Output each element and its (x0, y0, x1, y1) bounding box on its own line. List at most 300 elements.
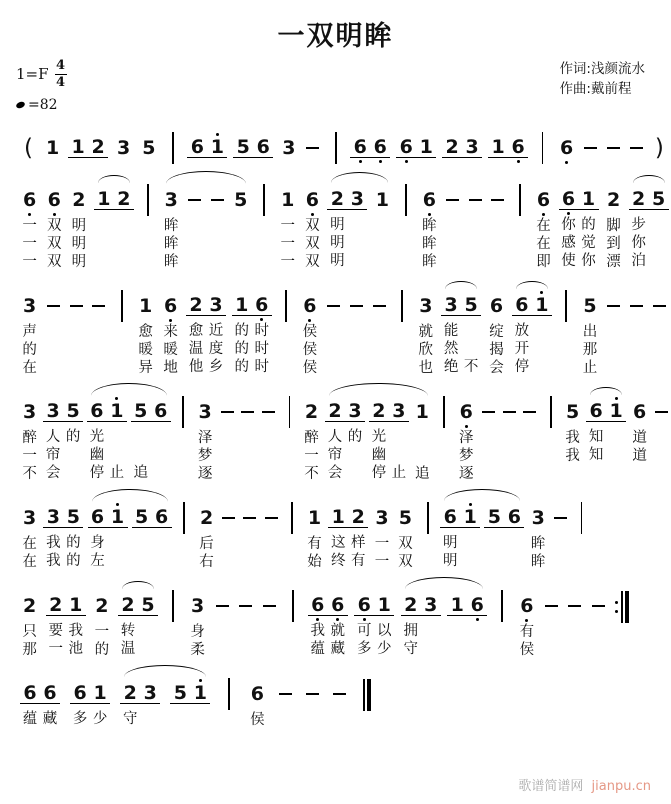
dash-stroke (92, 305, 105, 307)
lyric: 侯 (302, 360, 318, 377)
octave-dot-icon (525, 619, 528, 622)
lyric: 的 (66, 535, 81, 552)
note-cell (120, 677, 140, 728)
lyric: 的 (581, 217, 596, 234)
beam-group (132, 501, 172, 570)
note-digit: 2 (186, 295, 206, 316)
slur-arc (444, 489, 520, 501)
lyric: 眸 (164, 218, 179, 235)
note-cell (20, 501, 39, 571)
note-digit: 2 (304, 401, 319, 424)
dash-note (582, 131, 599, 149)
note-digit: 1 (207, 137, 227, 158)
note-digit: 2 (72, 189, 86, 212)
note-digit: 1 (460, 507, 480, 528)
barline-stroke (501, 590, 503, 622)
beam-group (187, 131, 227, 164)
note-digit: 6 (23, 189, 37, 212)
note-digit: 2 (46, 595, 66, 616)
note-digit: 5 (484, 507, 504, 528)
barline-stroke (263, 184, 265, 216)
octave-dot-below-slot (207, 158, 227, 164)
lyric: 柔 (190, 642, 205, 659)
lyric: 乡 (208, 359, 224, 376)
lyric: 一 (304, 448, 319, 465)
octave-dot-icon (308, 319, 311, 322)
lyric: 在 (536, 236, 551, 253)
dash-note (552, 501, 569, 519)
dash-note (214, 589, 231, 607)
lyric: 明 (330, 253, 345, 270)
note-cell (90, 677, 110, 728)
system-2 (20, 277, 671, 377)
beam-group (488, 131, 528, 164)
note-digit: 6 (152, 507, 172, 528)
dash-note (444, 183, 461, 201)
dash-stroke (211, 199, 224, 201)
beam-group (369, 395, 409, 482)
note-digit: 2 (325, 401, 345, 422)
note-cell (300, 289, 319, 377)
beam-group (328, 501, 368, 570)
note-cell (131, 395, 151, 482)
note-digit: 1 (232, 295, 252, 316)
note-cell (40, 677, 60, 728)
note-digit: 3 (198, 401, 212, 424)
dash-stroke (241, 411, 254, 413)
barline (284, 589, 301, 622)
lyric: 明 (443, 553, 458, 570)
note-digit: 1 (90, 683, 110, 704)
lyric: 可 (356, 623, 372, 640)
note-digit: 6 (303, 295, 317, 318)
note-digit: 6 (308, 595, 328, 616)
note-digit: 1 (606, 401, 626, 422)
slur-arc (516, 281, 548, 289)
note-digit: 6 (467, 595, 487, 616)
note-cell (170, 677, 190, 728)
note-digit: 2 (95, 595, 109, 618)
lyric: 时 (254, 341, 269, 358)
octave-dot-below-slot (140, 704, 160, 710)
time-top: 4 (56, 58, 66, 73)
note-cell (308, 589, 328, 658)
note-digit: 6 (370, 137, 390, 158)
lyric: 一 (22, 448, 37, 465)
note-cell (440, 501, 460, 570)
beam-group (43, 395, 83, 482)
note-cell (559, 183, 579, 270)
barline (558, 289, 575, 322)
note-digit: 3 (23, 401, 37, 424)
note-digit: 3 (43, 401, 63, 422)
lyric: 开 (514, 341, 530, 358)
lyric: 会 (45, 465, 61, 482)
lyric: 温 (188, 341, 204, 358)
note-digit: 6 (187, 137, 207, 158)
lyric: 的 (234, 323, 249, 340)
slur-arc (329, 383, 428, 396)
dash-note (628, 131, 645, 149)
dash-stroke (221, 411, 234, 413)
barline-stroke (147, 184, 149, 216)
lyric: 的 (22, 342, 37, 359)
lyric: 在 (22, 554, 37, 571)
note-cell (630, 395, 649, 483)
barline (542, 395, 559, 428)
octave-dot-below-slot (370, 158, 390, 164)
note-digit: 3 (347, 189, 367, 210)
lyric: 漂 (606, 254, 621, 271)
dash-note (501, 395, 518, 413)
lyric: 只 (22, 624, 37, 641)
lyric: 眸 (422, 236, 437, 253)
octave-dot-below-slot (88, 158, 108, 164)
lyric: 的 (234, 359, 249, 376)
lyric: 有 (519, 624, 535, 641)
score-area (0, 119, 671, 773)
open-paren (20, 131, 37, 165)
note-digit: 1 (415, 401, 429, 424)
note-digit: 2 (199, 507, 214, 530)
dash-stroke (568, 605, 581, 607)
octave-dot-below-slot (488, 158, 508, 164)
lyric: 不 (22, 466, 37, 483)
lyric: 光 (89, 429, 105, 446)
beam-group (401, 589, 441, 658)
system-3 (20, 383, 671, 483)
lyric: 后 (199, 536, 214, 553)
barline-stroke (519, 184, 521, 216)
beam-group (308, 589, 348, 658)
note-cell (197, 501, 216, 571)
note-cell (43, 395, 63, 482)
dash-note (371, 289, 388, 307)
dash-note (543, 589, 560, 607)
lyric: 身 (90, 535, 105, 552)
note-cell (462, 131, 482, 164)
note-digit: 1 (190, 683, 210, 704)
dash-stroke (239, 605, 252, 607)
lyric: 就 (330, 623, 345, 640)
barline-stroke (581, 502, 583, 534)
system-4 (20, 489, 590, 571)
dash-stroke (279, 693, 292, 695)
lyric: 我 (565, 430, 580, 447)
beam-group (396, 131, 436, 164)
note-cell (118, 589, 138, 658)
repeat-barline (613, 589, 630, 623)
barline (256, 183, 273, 216)
octave-dot-icon (359, 160, 362, 163)
note-cell (512, 289, 532, 376)
dash-stroke (446, 199, 459, 201)
note-cell (43, 501, 63, 570)
paren-glyph: ) (654, 135, 664, 162)
note-cell (70, 677, 90, 728)
note-cell (442, 131, 462, 164)
lyric: 一 (48, 641, 63, 658)
lyric: 池 (68, 641, 83, 658)
thick-barline (367, 679, 371, 711)
note-digit: 3 (282, 137, 296, 160)
note-cell (278, 183, 297, 271)
lyric: 眸 (530, 536, 546, 553)
note-digit: 6 (163, 295, 178, 318)
note-cell (107, 395, 127, 482)
note-cell (373, 183, 392, 271)
note-cell (389, 395, 409, 482)
note-cell (161, 289, 180, 377)
note-digit: 6 (586, 401, 606, 422)
lyric: 绽 (489, 324, 504, 341)
lyric: 停 (89, 465, 105, 482)
lyric: 双 (305, 236, 320, 253)
octave-dot-below-slot (649, 210, 669, 216)
notehead-icon (15, 101, 26, 110)
octave-dot-below-slot (187, 158, 207, 164)
dash-stroke (327, 305, 340, 307)
song-title: 一双明眸 (277, 21, 394, 52)
dash-stroke (607, 147, 620, 149)
octave-dot-below-slot (396, 158, 416, 164)
beam-group (484, 501, 524, 570)
lyric: 终 (331, 553, 346, 570)
lyric: 有 (351, 553, 366, 570)
barline (221, 677, 238, 710)
octave-dot-below-slot (504, 528, 524, 534)
lyric: 在 (22, 360, 37, 377)
note-cell (354, 589, 374, 658)
barline (494, 589, 511, 622)
note-cell (279, 131, 298, 165)
note-digit: 2 (442, 137, 462, 158)
lyric: 异 (138, 360, 153, 377)
lyric: 人 (327, 429, 343, 446)
lyric: 止 (582, 360, 598, 377)
octave-dot-below-slot (460, 528, 480, 534)
lyric: 你 (631, 235, 646, 252)
note-digit: 3 (419, 295, 433, 318)
dash-stroke (373, 305, 386, 307)
note-digit: 5 (461, 295, 481, 316)
octave-dot-below-slot (253, 158, 273, 164)
lyric: 声 (22, 324, 37, 341)
dash-note (261, 589, 278, 607)
octave-dot-below-slot (94, 210, 114, 216)
octave-dot-below-slot (421, 616, 441, 622)
lyric: 眸 (164, 236, 179, 253)
lyric: 左 (90, 553, 105, 570)
note-cell (369, 395, 389, 482)
note-cell (152, 501, 172, 570)
beam-group (120, 677, 160, 728)
lyric: 右 (199, 554, 214, 571)
dash-note (263, 501, 280, 519)
slur-arc (633, 175, 665, 183)
lyric: 一 (280, 218, 295, 235)
lyric: 眸 (164, 254, 179, 271)
lyric: 双 (305, 218, 320, 235)
dash-note (186, 183, 203, 201)
lyric: 双 (46, 236, 62, 253)
beam-group (512, 289, 552, 376)
barline (534, 131, 551, 164)
octave-dot-below-slot (347, 210, 367, 216)
note-cell (187, 131, 207, 164)
dash-stroke (491, 199, 504, 201)
lyric: 会 (327, 465, 343, 482)
note-cell (92, 589, 111, 659)
lyric: 我 (46, 535, 61, 552)
lyric: 你 (561, 217, 576, 234)
lyric: 就 (418, 324, 434, 341)
lyric: 一 (280, 254, 295, 271)
note-cell (232, 289, 252, 376)
note-digit: 6 (250, 683, 264, 706)
note-cell (94, 183, 114, 270)
note-cell (396, 131, 416, 164)
beam-group (325, 395, 365, 482)
note-digit: 6 (422, 189, 436, 212)
note-cell (508, 131, 528, 164)
note-cell (108, 501, 128, 570)
lyric: 一 (22, 254, 37, 271)
note-cell (20, 289, 39, 377)
lyric: 梦 (458, 448, 474, 465)
watermark (0, 775, 651, 794)
note-cell (328, 589, 348, 658)
beam-group (441, 289, 481, 376)
note-cell (345, 395, 365, 482)
lyric: 放 (514, 323, 530, 340)
note-digit: 1 (45, 137, 60, 160)
octave-dot-below-slot (233, 158, 253, 164)
tempo-value: =82 (28, 97, 58, 114)
note-cell (580, 289, 599, 377)
lyric: 出 (582, 324, 598, 341)
lyric: 双 (398, 554, 413, 571)
octave-dot-below-slot (442, 158, 462, 164)
dash-stroke (47, 305, 60, 307)
dash-stroke (503, 411, 516, 413)
note-cell (504, 501, 524, 570)
slur-arc (122, 581, 154, 589)
note-digit: 6 (489, 295, 504, 318)
note-digit: 2 (120, 683, 140, 704)
note-cell (139, 131, 158, 165)
dash-note (90, 289, 107, 307)
lyric: 道 (632, 448, 647, 465)
note-cell (206, 289, 226, 376)
lyric: 觉 (581, 235, 596, 252)
dash-note (489, 183, 506, 201)
dash-stroke (630, 305, 643, 307)
octave-dot-icon (316, 618, 319, 621)
lyric: 温 (120, 641, 136, 658)
lyric: 明 (71, 218, 87, 235)
dash-note (68, 289, 85, 307)
octave-dot-below-slot (170, 704, 190, 710)
lyric: 一 (22, 218, 37, 235)
lyric: 人 (45, 429, 61, 446)
time-signature (55, 59, 67, 89)
dash-stroke (630, 147, 643, 149)
thin-barline (363, 679, 365, 711)
slur-arc (91, 383, 167, 396)
note-cell (529, 501, 548, 571)
note-digit: 3 (43, 507, 63, 528)
note-cell (231, 183, 250, 271)
note-digit: 6 (559, 189, 579, 210)
note-cell (69, 183, 88, 271)
octave-dot-below-slot (151, 422, 171, 428)
octave-dot-icon (465, 425, 468, 428)
note-digit: 2 (401, 595, 421, 616)
note-digit: 1 (447, 595, 467, 616)
beam-group (87, 395, 127, 482)
note-cell (252, 289, 272, 376)
lyric: 明 (71, 254, 87, 271)
dash-stroke (607, 305, 620, 307)
octave-dot-below-slot (131, 422, 151, 428)
note-digit: 1 (94, 189, 114, 210)
note-cell (348, 501, 368, 570)
lyric: 知 (588, 429, 604, 446)
note-digit: 1 (68, 137, 88, 158)
barline-stroke (405, 184, 407, 216)
note-cell (233, 131, 253, 164)
octave-dot-below-slot (43, 159, 62, 165)
octave-dot-icon (542, 213, 545, 216)
thick-barline (625, 591, 629, 623)
note-cell (579, 183, 599, 270)
note-digit: 1 (532, 295, 552, 316)
octave-dot-icon (28, 213, 31, 216)
barline-stroke (565, 290, 567, 322)
note-digit: 2 (369, 401, 389, 422)
lyric: 我 (565, 448, 580, 465)
barline (512, 183, 529, 216)
dash-note (304, 131, 321, 149)
octave-dot-below-slot (557, 159, 576, 165)
repeat-dot-icon (615, 610, 618, 613)
lyric: 不 (463, 359, 479, 376)
beam-group (350, 131, 390, 164)
octave-dot-below-slot (447, 616, 467, 622)
octave-dot-below-slot (190, 704, 210, 710)
barline-stroke (172, 590, 174, 622)
octave-dot-below-slot (114, 210, 134, 216)
lyric: 然 (443, 341, 459, 358)
lyric: 止 (391, 465, 407, 482)
beam-group (354, 589, 394, 658)
note-cell (302, 395, 321, 483)
dash-stroke (350, 305, 363, 307)
note-cell (114, 131, 133, 165)
octave-dot-below-slot (532, 316, 552, 322)
dash-note (237, 589, 254, 607)
note-cell (190, 677, 210, 728)
note-cell (162, 183, 181, 271)
note-cell (467, 589, 487, 658)
note-digit: 6 (252, 295, 272, 316)
barline (393, 289, 410, 322)
repeat-dot-icon (615, 601, 618, 604)
repeat-dots (615, 601, 618, 613)
note-digit: 6 (504, 507, 524, 528)
note-cell (401, 589, 421, 658)
